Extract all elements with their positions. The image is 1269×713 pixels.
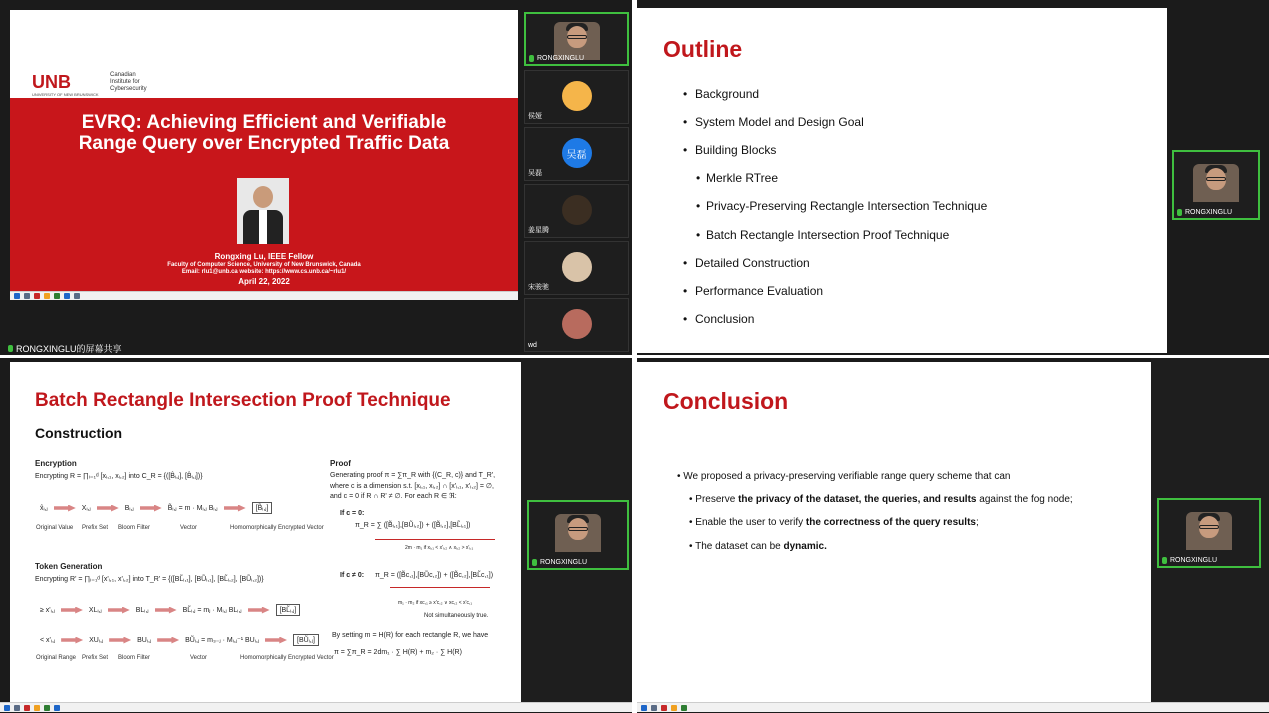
arrow-icon xyxy=(61,607,83,614)
mic-icon xyxy=(1177,209,1182,216)
search-icon[interactable] xyxy=(24,293,30,299)
speaker-video-tile[interactable] xyxy=(1157,498,1261,568)
pipeline-node: BUᵢ,ⱼ xyxy=(137,637,152,644)
token-pipeline-lower xyxy=(40,604,300,616)
mic-icon xyxy=(1162,557,1167,564)
formula-underline xyxy=(390,587,490,588)
encryption-heading: Encryption xyxy=(35,459,77,468)
unb-logo xyxy=(32,72,71,93)
slide-title xyxy=(10,112,518,154)
pipeline-label: Original Value xyxy=(36,525,74,531)
participant-tile[interactable] xyxy=(524,70,629,124)
participant-name: 宋骏驰 xyxy=(528,284,549,291)
cic-line-2: Institute for xyxy=(110,79,140,85)
browser-icon[interactable] xyxy=(54,705,60,711)
outline-item: • Building Blocks xyxy=(695,143,776,157)
slide-title: Outline xyxy=(663,36,743,62)
cic-logo xyxy=(110,72,147,93)
slide-title: Batch Rectangle Intersection Proof Technique xyxy=(35,390,451,411)
pipeline-label: Homomorphically Encrypted Vector xyxy=(230,525,324,531)
author-contact: Email: rlu1@unb.ca website: https://www.cs.unb.ca/~rlu1/ xyxy=(181,269,347,275)
pipeline-label: Vector xyxy=(190,655,208,661)
avatar xyxy=(562,81,592,111)
presentation-date: April 22, 2022 xyxy=(238,277,290,286)
arrow-icon xyxy=(108,607,130,614)
arrow-icon xyxy=(140,505,162,512)
item-emphasis: dynamic. xyxy=(783,541,827,552)
slide-title-line-2: Range Query over Encrypted Traffic Data xyxy=(78,133,450,154)
avatar xyxy=(562,252,592,282)
arrow-icon xyxy=(54,505,76,512)
slide-subtitle: Construction xyxy=(35,425,123,441)
pipeline-node: x̂ᵢ,ⱼ xyxy=(40,505,48,512)
folder-icon[interactable] xyxy=(671,705,677,711)
conclusion-item xyxy=(689,494,1073,505)
proof-heading: Proof xyxy=(330,459,351,468)
avatar xyxy=(562,195,592,225)
pipeline-label: Vector xyxy=(180,525,198,531)
proof-slide xyxy=(10,362,521,702)
quadrant-conclusion-slide xyxy=(637,358,1269,713)
unb-logo-mark: UNB xyxy=(32,72,71,92)
arrow-icon xyxy=(248,607,270,614)
bullet-icon: • xyxy=(689,517,696,528)
participant-name: 侯娅 xyxy=(528,113,542,120)
encryption-text: Encrypting R = ∏ᵢ₌₁ᵈ [xᵢ,₁, xᵢ,₂] into C_R = {([B̂ᵢ,ⱼ], [B̂ᵢ,ⱼ])} xyxy=(35,473,203,480)
bullet-icon: • xyxy=(689,541,696,552)
app-icon[interactable] xyxy=(74,293,80,299)
bullet-icon: • xyxy=(689,494,696,505)
arrow-icon xyxy=(97,505,119,512)
start-icon[interactable] xyxy=(4,705,10,711)
conclusion-item xyxy=(689,541,827,552)
screen-share-label xyxy=(8,342,122,355)
pipeline-label: Prefix Set xyxy=(82,655,109,661)
speaker-name: RONGXINGLU xyxy=(540,559,588,566)
speaker-video xyxy=(1193,164,1239,202)
case-note: m₁ · m₂ if xc,₁ ≥ x'c,₂ ∨ xc,₂ < x'c,₁ xyxy=(398,600,473,606)
pipeline-node: XUᵢ,ⱼ xyxy=(89,637,104,644)
pipeline-label: Prefix Set xyxy=(82,525,109,531)
slide-title-line-1: EVRQ: Achieving Efficient and Verifiable xyxy=(81,112,447,133)
participant-tile[interactable] xyxy=(524,184,629,238)
search-icon[interactable] xyxy=(651,705,657,711)
pipeline-node: BL̃ᵢ,ⱼ = mⱼ · Mᵢ,ⱼ BLᵢ,ⱼ xyxy=(182,607,242,614)
outline-subitem: • Privacy-Preserving Rectangle Intersection Technique xyxy=(706,199,987,213)
app-icon[interactable] xyxy=(661,705,667,711)
pipeline-node: [BŨᵢ,ⱼ] xyxy=(293,634,319,646)
presenter-photo xyxy=(237,178,289,244)
speaker-name: RONGXINGLU xyxy=(1185,209,1233,216)
quadrant-outline-slide xyxy=(637,0,1269,355)
author-name: Rongxing Lu, IEEE Fellow xyxy=(214,252,314,261)
pipeline-node: Bᵢ,ⱼ xyxy=(124,505,134,512)
item-text: against the fog node; xyxy=(976,494,1073,505)
mic-icon xyxy=(529,55,534,62)
folder-icon[interactable] xyxy=(34,705,40,711)
item-text: Preserve xyxy=(695,494,739,505)
speaker-video xyxy=(1186,512,1232,550)
pipeline-node: Xᵢ,ⱼ xyxy=(81,505,91,512)
token-pipeline-upper xyxy=(40,634,319,646)
pipeline-node: [B̃ᵢ,ⱼ] xyxy=(252,502,273,514)
arrow-icon xyxy=(61,637,83,644)
proof-text: Generating proof π = ∑π_R with {(C_R, c)} and T_R', xyxy=(330,472,496,479)
item-emphasis: the privacy of the dataset, the queries, and results xyxy=(738,494,977,505)
arrow-icon xyxy=(157,637,179,644)
participant-name: wd xyxy=(528,342,537,349)
outline-subitem: • Batch Rectangle Intersection Proof Technique xyxy=(706,228,949,242)
outline-item: • Performance Evaluation xyxy=(695,284,823,298)
arrow-icon xyxy=(109,637,131,644)
speaker-video-tile[interactable] xyxy=(527,500,629,570)
app-icon[interactable] xyxy=(34,293,40,299)
participant-tile[interactable] xyxy=(524,127,629,181)
pipeline-node: B̃ᵢ,ⱼ = m · Mᵢ,ⱼ Bᵢ,ⱼ xyxy=(167,505,218,512)
screen-share-text: RONGXINGLU的屏幕共享 xyxy=(16,344,122,354)
item-text: The dataset can be xyxy=(695,541,784,552)
cic-line-3: Cybersecurity xyxy=(110,86,147,92)
app-icon[interactable] xyxy=(54,293,60,299)
speaker-video xyxy=(555,514,601,552)
start-icon[interactable] xyxy=(14,293,20,299)
pipeline-node: XLᵢ,ⱼ xyxy=(88,607,102,614)
pipeline-label: Bloom Filter xyxy=(118,525,151,531)
case-note: 2m · m₁ if xᵢ,₁ < x'ᵢ,₂ ∧ xᵢ,₂ > x'ᵢ,₁ xyxy=(405,545,474,551)
avatar xyxy=(562,309,592,339)
final-formula: π = ∑π_R = 2dm₁ · ∑ H(R) + m₂ · ∑ H(R) xyxy=(334,649,462,656)
case-label: If c = 0: xyxy=(340,510,365,517)
presenter-taskbar xyxy=(637,702,1269,712)
case-label: If c ≠ 0: xyxy=(340,572,365,579)
participant-tile[interactable] xyxy=(524,12,629,66)
app-icon[interactable] xyxy=(44,705,50,711)
pipeline-node: ≥ x'ᵢ,ⱼ xyxy=(40,607,55,614)
participant-tile[interactable] xyxy=(524,298,629,352)
item-emphasis: the correctness of the query results xyxy=(805,517,976,528)
app-icon[interactable] xyxy=(681,705,687,711)
arrow-icon xyxy=(224,505,246,512)
participant-name: RONGXINGLU xyxy=(537,55,585,62)
presenter-taskbar xyxy=(0,702,632,712)
unb-subtitle: UNIVERSITY OF NEW BRUNSWICK xyxy=(32,92,99,97)
slide-title: Conclusion xyxy=(663,388,789,414)
author-affiliation: Faculty of Computer Science, University of New Brunswick, Canada xyxy=(167,262,361,268)
start-icon[interactable] xyxy=(641,705,647,711)
title-banner xyxy=(10,98,518,296)
cic-line-1: Canadian xyxy=(110,72,136,78)
participant-name: 吴磊 xyxy=(528,170,542,177)
arrow-icon xyxy=(155,607,177,614)
outline-item: • Conclusion xyxy=(695,312,754,326)
pipeline-label: Bloom Filter xyxy=(118,655,151,661)
formula-underline xyxy=(375,539,495,540)
conclusion-item xyxy=(689,517,979,528)
pipeline-node: BŨᵢ,ⱼ = m₃₋ⱼ · Mᵢ,ⱼ⁻¹ BUᵢ,ⱼ xyxy=(185,637,259,644)
mic-icon xyxy=(8,345,13,352)
proof-text: and c = 0 if R ∩ R' ≠ ∅. For each R ∈ ℜ: xyxy=(330,493,457,500)
participant-tile[interactable] xyxy=(524,241,629,295)
browser-icon[interactable] xyxy=(64,293,70,299)
case-formula: π_R = ([B̃c,₁],[BŨc,₂]) + ([B̃c,₂],[BL̃c,₁]) xyxy=(375,572,494,579)
mic-icon xyxy=(532,559,537,566)
item-text: ; xyxy=(975,517,979,528)
case-note: Not simultaneously true. xyxy=(424,613,489,619)
outline-subitem: • Merkle RTree xyxy=(706,171,778,185)
conclusion-slide xyxy=(637,362,1151,702)
pipeline-node: BLᵢ,ⱼ xyxy=(135,607,149,614)
token-heading: Token Generation xyxy=(35,562,103,571)
pipeline-label: Original Range xyxy=(36,655,77,661)
folder-icon[interactable] xyxy=(44,293,50,299)
conclusion-intro-text: We proposed a privacy-preserving verifiable range query scheme that can xyxy=(683,471,1011,482)
participant-name: 姜星腾 xyxy=(528,227,549,234)
arrow-icon xyxy=(265,637,287,644)
quadrant-title-slide xyxy=(0,0,632,355)
outline-slide xyxy=(637,8,1167,353)
pipeline-node: [BL̃ᵢ,ⱼ] xyxy=(276,604,301,616)
search-icon[interactable] xyxy=(14,705,20,711)
app-icon[interactable] xyxy=(24,705,30,711)
token-text: Encrypting R' = ∏ᵢ₌₁ᵈ [x'ᵢ,₁, x'ᵢ,₂] into T_R' = {([BL̃ᵢ,₁], [BŨᵢ,₁], [BL̃ᵢ,₂], [BŨᵢ,₂])} xyxy=(35,576,264,583)
case-formula: π_R = ∑ ([B̃ᵢ,₁],[BŨᵢ,₂]) + ([B̃ᵢ,₂],[BL̃ᵢ,₁]) xyxy=(355,522,471,529)
speaker-video-tile[interactable] xyxy=(1172,150,1260,220)
item-text: Enable the user to verify xyxy=(695,517,806,528)
conclusion-intro xyxy=(677,471,1011,482)
outline-item: • Detailed Construction xyxy=(695,256,810,270)
pipeline-label: Homomorphically Encrypted Vector xyxy=(240,655,334,661)
bullet-icon: • xyxy=(677,471,684,482)
pipeline-node: < x'ᵢ,ⱼ xyxy=(40,637,56,644)
presenter-taskbar xyxy=(10,291,518,300)
final-text: By setting m = H(R) for each rectangle R, we have xyxy=(332,632,489,639)
outline-item: • Background xyxy=(695,87,759,101)
avatar: 吴磊 xyxy=(562,138,592,168)
proof-text: where c is a dimension s.t. [xᵢ,₁, xᵢ,₂] ∩ [x'ᵢ,₁, x'ᵢ,₂] = ∅, xyxy=(330,483,494,490)
speaker-name: RONGXINGLU xyxy=(1170,557,1218,564)
encryption-pipeline xyxy=(40,502,272,514)
title-slide xyxy=(10,10,518,300)
outline-item: • System Model and Design Goal xyxy=(695,115,864,129)
